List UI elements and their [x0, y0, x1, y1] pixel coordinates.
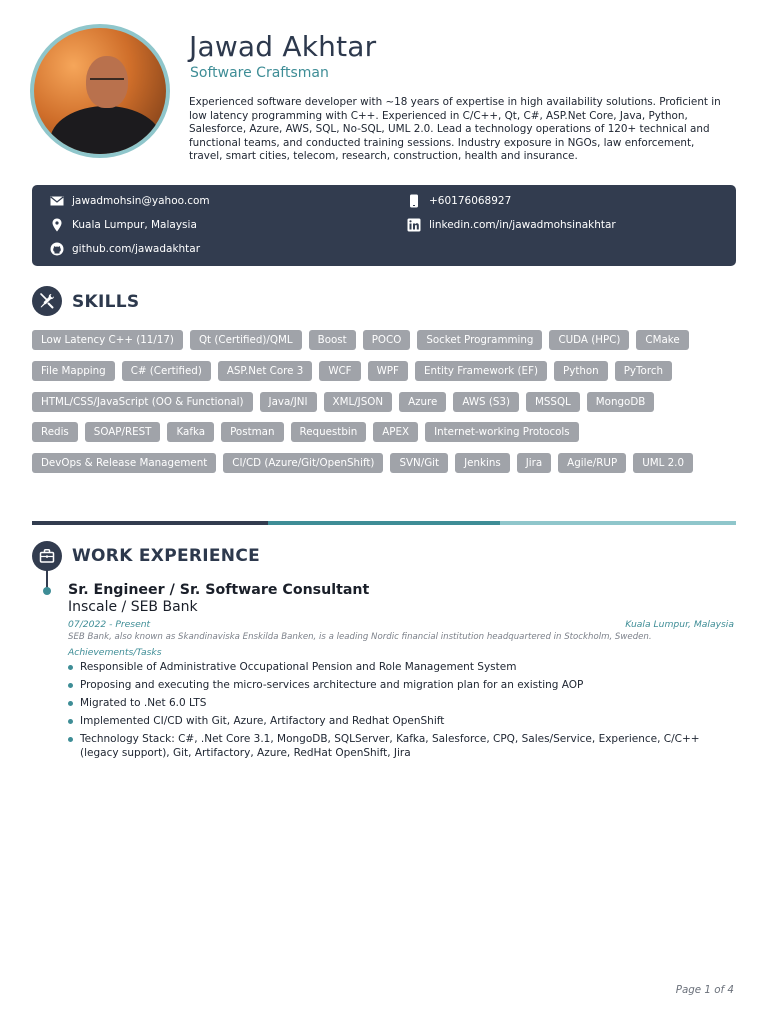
company-description: SEB Bank, also known as Skandinaviska Enskilda Banken, is a leading Nordic financial institution headquartered in Stockholm, Sweden. — [68, 632, 652, 642]
skill-tag: Jenkins — [455, 453, 510, 473]
contact-phone[interactable] — [407, 194, 511, 208]
skills-title: SKILLS — [72, 292, 140, 312]
skill-tag: APEX — [373, 422, 418, 442]
skills-list — [32, 330, 742, 484]
skill-tag: DevOps & Release Management — [32, 453, 216, 473]
skill-row — [32, 392, 742, 412]
divider-segment-light — [500, 521, 736, 525]
email-text: jawadmohsin@yahoo.com — [72, 195, 210, 207]
skill-tag: Python — [554, 361, 608, 381]
skill-tag: MSSQL — [526, 392, 580, 412]
skill-tag: Qt (Certified)/QML — [190, 330, 302, 350]
skill-tag: Azure — [399, 392, 446, 412]
skill-tag: Postman — [221, 422, 283, 442]
skill-tag: Java/JNI — [260, 392, 317, 412]
profile-photo — [30, 24, 170, 158]
tasks-label: Achievements/Tasks — [68, 647, 162, 658]
job-title: Sr. Engineer / Sr. Software Consultant — [68, 582, 370, 598]
tools-icon — [32, 286, 62, 316]
photo-glasses — [90, 78, 124, 84]
page-number: Page 1 of 4 — [675, 984, 734, 996]
briefcase-icon — [32, 541, 62, 571]
skill-tag: POCO — [363, 330, 411, 350]
skill-tag: SOAP/REST — [85, 422, 161, 442]
skill-tag: MongoDB — [587, 392, 655, 412]
task-item: Technology Stack: C#, .Net Core 3.1, MongoDB, SQLServer, Kafka, Salesforce, CPQ, Sales/Service, Experience, C/C++ (legacy support), Git, Artifactory, Azure, RedHat OpenShift, Jira — [68, 733, 728, 760]
skill-tag: HTML/CSS/JavaScript (OO & Functional) — [32, 392, 253, 412]
skill-row — [32, 361, 742, 381]
task-item: Implemented CI/CD with Git, Azure, Artifactory and Redhat OpenShift — [68, 715, 728, 729]
work-experience-title: WORK EXPERIENCE — [72, 546, 261, 566]
github-text: github.com/jawadakhtar — [72, 243, 201, 255]
photo-torso — [50, 106, 162, 158]
skill-tag: Kafka — [167, 422, 214, 442]
phone-text: +60176068927 — [429, 195, 512, 207]
linkedin-icon — [407, 218, 421, 232]
skill-tag: WCF — [319, 361, 360, 381]
skill-tag: ASP.Net Core 3 — [218, 361, 312, 381]
skill-tag: Agile/RUP — [558, 453, 626, 473]
skill-tag: C# (Certified) — [122, 361, 211, 381]
skill-tag: CI/CD (Azure/Git/OpenShift) — [223, 453, 383, 473]
contact-linkedin[interactable] — [407, 218, 616, 232]
job-company: Inscale / SEB Bank — [68, 599, 198, 615]
skill-tag: File Mapping — [32, 361, 115, 381]
job-location: Kuala Lumpur, Malaysia — [625, 619, 734, 630]
skill-tag: Requestbin — [291, 422, 367, 442]
mail-icon — [50, 194, 64, 208]
skill-tag: CUDA (HPC) — [549, 330, 629, 350]
skill-tag: Low Latency C++ (11/17) — [32, 330, 183, 350]
divider-segment-teal — [268, 521, 500, 525]
profile-summary: Experienced software developer with ~18 years of expertise in high availability solutions. Proficient in low latency programming with C++. Experienced in C/C++, Qt, C#, ASP.Net Core, Java, Python, Salesforce, Azure, AWS, SQL, No-SQL, UML 2.0. Lead a technology operations of 120+ technical and functional teams, and conducted training sessions. Industry exposure in NGOs, law enforcement, travel, smart cities, telecom, research, construction, health and insurance. — [189, 96, 721, 162]
skill-tag: Redis — [32, 422, 78, 442]
phone-icon — [407, 194, 421, 208]
skill-tag: AWS (S3) — [453, 392, 519, 412]
skill-tag: CMake — [636, 330, 688, 350]
task-item: Proposing and executing the micro-services architecture and migration plan for an existing AOP — [68, 679, 728, 693]
skill-tag: WPF — [368, 361, 408, 381]
skill-tag: Entity Framework (EF) — [415, 361, 547, 381]
task-list — [68, 661, 728, 765]
github-icon — [50, 242, 64, 256]
contact-email[interactable] — [50, 194, 210, 208]
linkedin-text: linkedin.com/in/jawadmohsinakhtar — [429, 219, 616, 231]
skill-tag: Internet-working Protocols — [425, 422, 579, 442]
skill-tag: SVN/Git — [390, 453, 448, 473]
section-divider — [32, 521, 736, 525]
divider-segment-dark — [32, 521, 268, 525]
skill-tag: Socket Programming — [417, 330, 542, 350]
contact-location — [50, 218, 197, 232]
skill-tag: Boost — [309, 330, 356, 350]
skill-tag: Jira — [517, 453, 551, 473]
contact-bar — [32, 185, 736, 266]
skill-tag: UML 2.0 — [633, 453, 693, 473]
contact-github[interactable] — [50, 242, 200, 256]
skill-tag: XML/JSON — [324, 392, 393, 412]
skill-row — [32, 453, 742, 473]
skill-row — [32, 422, 742, 442]
job-dates: 07/2022 - Present — [68, 619, 151, 630]
task-item: Responsible of Administrative Occupational Pension and Role Management System — [68, 661, 728, 675]
location-pin-icon — [50, 218, 64, 232]
candidate-name: Jawad Akhtar — [189, 30, 377, 63]
skill-row — [32, 330, 742, 350]
skill-tag: PyTorch — [615, 361, 672, 381]
location-text: Kuala Lumpur, Malaysia — [72, 219, 197, 231]
candidate-role: Software Craftsman — [190, 65, 329, 81]
timeline-dot — [43, 587, 51, 595]
task-item: Migrated to .Net 6.0 LTS — [68, 697, 728, 711]
